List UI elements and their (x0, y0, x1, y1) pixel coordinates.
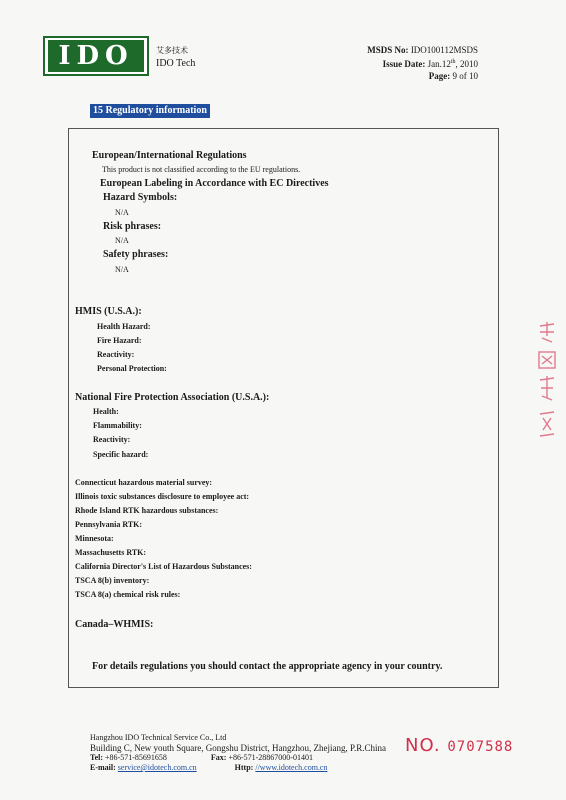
nfpa-item: Health: (93, 407, 119, 416)
company-footer (90, 733, 386, 773)
msds-number-label: MSDS No: (367, 45, 409, 55)
side-seal-stamp (534, 318, 560, 458)
website-link[interactable]: //www.idotech.com.cn (255, 763, 328, 772)
state-regulation-item: Minnesota: (75, 534, 114, 543)
eu-labeling-heading: European Labeling in Accordance with EC Directives (100, 178, 329, 189)
hazard-symbols-value: N/A (115, 208, 129, 217)
logo-company-name: IDO Tech (156, 58, 196, 69)
logo-chinese-name: 艾多技术 (156, 46, 188, 55)
state-regulation-item: Connecticut hazardous material survey: (75, 478, 213, 487)
footer-phone-row (90, 753, 386, 763)
fax-value: +86-571-28867000-01401 (228, 753, 313, 762)
document-number-value: 0707588 (447, 739, 514, 755)
msds-number-row (367, 44, 478, 56)
content-frame (68, 128, 499, 688)
nfpa-heading: National Fire Protection Association (U.S.A.): (75, 392, 270, 403)
document-meta (367, 44, 478, 82)
email-link[interactable]: service@idotech.com.cn (117, 763, 197, 772)
contact-agency-note: For details regulations you should contact the appropriate agency in your country. (92, 661, 443, 672)
state-regulation-item: Rhode Island RTK hazardous substances: (75, 506, 219, 515)
hmis-item: Fire Hazard: (97, 336, 142, 345)
issue-date-row (367, 56, 478, 70)
footer-contact-row (90, 763, 386, 773)
footer-address: Building C, New youth Square, Gongshu District, Hangzhou, Zhejiang, P.R.China (90, 743, 386, 753)
eu-regulations-heading: European/International Regulations (92, 150, 247, 161)
page-number-value: 9 of 10 (452, 71, 478, 81)
company-logo (43, 36, 149, 76)
risk-phrases-label: Risk phrases: (103, 221, 162, 232)
logo-text: IDO (48, 40, 143, 72)
document-number (405, 735, 513, 756)
safety-phrases-label: Safety phrases: (103, 249, 169, 260)
nfpa-item: Specific hazard: (93, 450, 149, 459)
state-regulation-item: California Director's List of Hazardous Substances: (75, 562, 252, 571)
document-number-prefix: NO. (405, 735, 441, 756)
footer-company: Hangzhou IDO Technical Service Co., Ltd (90, 733, 227, 742)
safety-phrases-value: N/A (115, 265, 129, 274)
http-label: Http: (234, 763, 254, 772)
hmis-item: Personal Protection: (97, 364, 167, 373)
section-title: 15 Regulatory information (90, 104, 210, 118)
page-number-label: Page: (428, 71, 451, 81)
page-number-row (367, 70, 478, 82)
hmis-item: Reactivity: (97, 350, 135, 359)
risk-phrases-value: N/A (115, 236, 129, 245)
issue-date-value: Jan.12th, 2010 (427, 59, 478, 69)
hazard-symbols-label: Hazard Symbols: (103, 192, 178, 203)
state-regulation-item: Massachusetts RTK: (75, 548, 147, 557)
eu-classification-note: This product is not classified according to the EU regulations. (102, 165, 301, 174)
tel-label: Tel: (90, 753, 104, 762)
state-regulation-item: TSCA 8(b) inventory: (75, 576, 150, 585)
email-label: E-mail: (90, 763, 116, 772)
hmis-item: Health Hazard: (97, 322, 151, 331)
canada-whmis-heading: Canada–WHMIS: (75, 619, 154, 630)
msds-number-value: IDO100112MSDS (410, 45, 478, 55)
nfpa-item: Flammability: (93, 421, 142, 430)
state-regulation-item: TSCA 8(a) chemical risk rules: (75, 590, 181, 599)
nfpa-item: Reactivity: (93, 435, 131, 444)
fax-label: Fax: (210, 753, 227, 762)
issue-date-label: Issue Date: (382, 59, 426, 69)
state-regulation-item: Pennsylvania RTK: (75, 520, 143, 529)
hmis-heading: HMIS (U.S.A.): (75, 306, 142, 317)
tel-value: +86-571-85691658 (105, 753, 167, 762)
state-regulation-item: Illinois toxic substances disclosure to employee act: (75, 492, 250, 501)
